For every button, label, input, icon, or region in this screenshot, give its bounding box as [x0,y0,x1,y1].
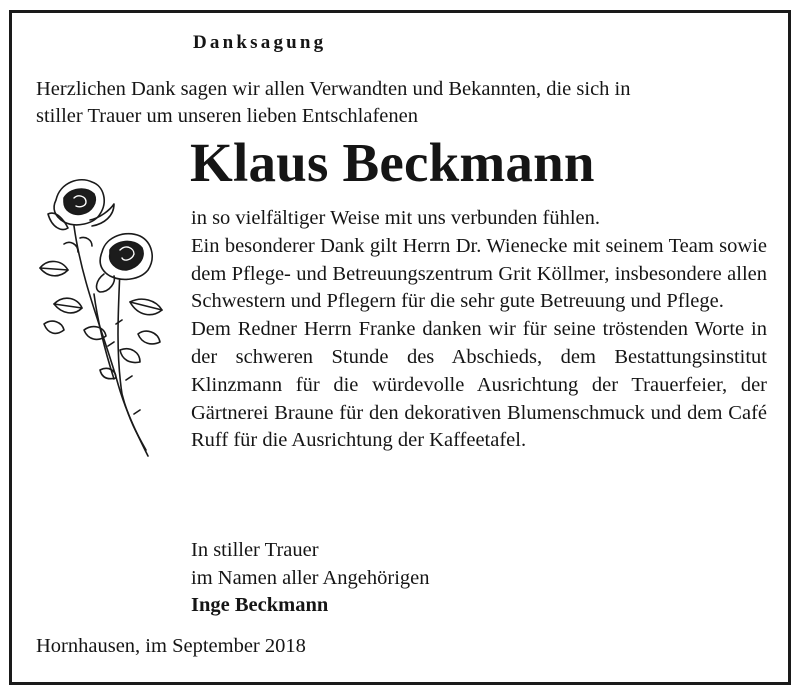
intro-line: stiller Trauer um unseren lieben Entschlafenen [36,105,418,127]
signature-line: im Namen aller Angehörigen [191,566,430,589]
roses-icon [34,174,170,460]
signature-line: In stiller Trauer [191,539,319,561]
place-date: Hornhausen, im September 2018 [36,635,306,657]
intro-text [36,76,766,130]
body-text [191,205,767,455]
signature-block [191,537,430,620]
body-paragraph: Ein besonderer Dank gilt Herrn Dr. Wienecke mit seinem Team sowie dem Pflege- und Betreuungszentrum Grit Köllmer, insbesondere allen Schwestern und Pflegern für die sehr gute Betreuung und Pflege. [191,234,767,313]
body-paragraph: Dem Redner Herrn Franke danken wir für seine tröstenden Worte in der schweren Stunde des Abschieds, dem Bestattungsinstitut Klinzmann für die würdevolle Ausrichtung der Trauerfeier, der Gärtnerei Braune für den dekorativen Blumenschmuck und dem Café Ruff für die Ausrichtung der Kaffeetafel. [191,318,767,452]
deceased-name: Klaus Beckmann [190,132,595,193]
intro-line: Herzlichen Dank sagen wir allen Verwandten und Bekannten, die sich in [36,78,631,100]
body-paragraph: in so vielfältiger Weise mit uns verbunden fühlen. [191,207,601,229]
signer-name: Inge Beckmann [191,594,329,616]
notice-heading: Danksagung [193,32,327,53]
